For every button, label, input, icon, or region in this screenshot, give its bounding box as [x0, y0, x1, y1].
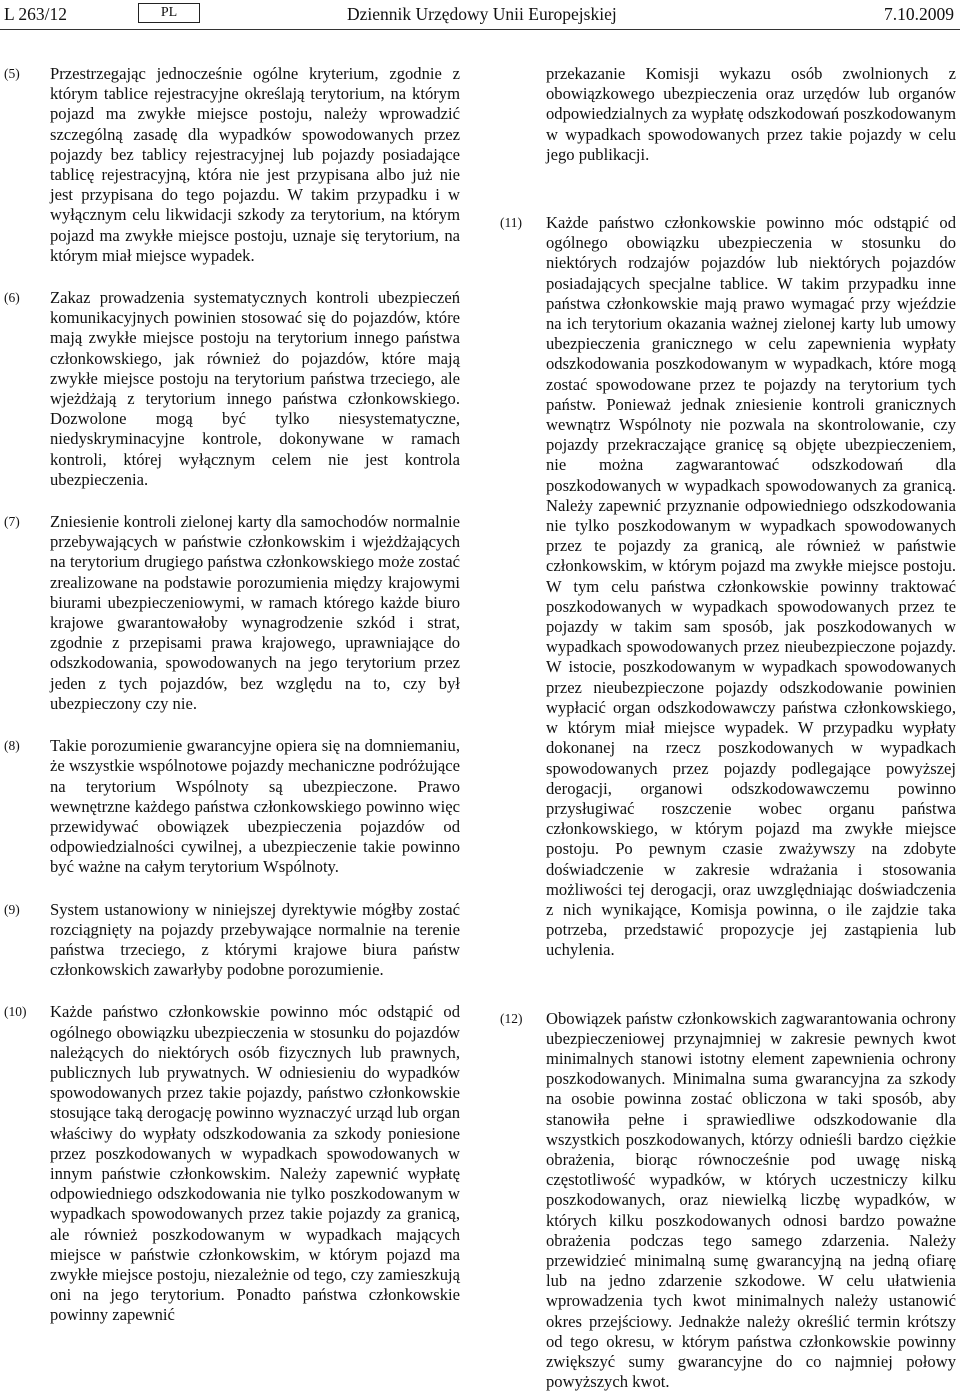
page-header — [0, 0, 960, 30]
recital-5 — [4, 64, 460, 266]
recital-6 — [4, 288, 460, 490]
recital-number: (8) — [4, 738, 20, 754]
language-badge: PL — [138, 3, 200, 23]
recital-7 — [4, 512, 460, 714]
recital-10-continued — [500, 64, 956, 165]
recital-number: (7) — [4, 514, 20, 530]
recital-number: (12) — [500, 1010, 523, 1026]
left-column — [4, 64, 460, 1326]
journal-title: Dziennik Urzędowy Unii Europejskiej — [347, 4, 617, 24]
recital-text: Zakaz prowadzenia systematycznych kontroli ubezpieczeń komunikacyjnych powinien stosować się do pojazdów, które mają zwykłe miejsce postoju na terytorium innego państwa członkowskiego, jak również do pojazdów, które mają zwykłe miejsce postoju na terytorium państwa trzeciego, ale wjeżdżają z terytorium innego państwa członkowskiego. Dozwolone mogą być tylko niesystematyczne, niedyskryminacyjne kontrole, dokonywane w ramach kontroli, której wyłącznym celem nie jest kontrola ubezpieczenia. — [50, 288, 460, 489]
recital-text: Zniesienie kontroli zielonej karty dla samochodów normalnie przebywających w państwie członkowskim i wjeżdżających na terytorium drugiego państwa członkowskiego może zostać zrealizowane na podstawie porozumienia między krajowymi biurami ubezpieczeniowymi, w ramach którego każde biuro krajowe gwarantowałoby wynagrodzenie szkód i strat, zgodnie z przepisami prawa krajowego, uprawniające do odszkodowania, spowodowanych na jego terytorium przez jeden z tych pojazdów, bez względu na to, czy był ubezpieczony czy nie. — [50, 512, 460, 713]
recital-text: Obowiązek państw członkowskich zagwarantowania ochrony ubezpieczeniowej przynajmniej w zakresie pewnych kwot minimalnych stanowi istotny element zapewnienia ochrony poszkodowanych. Minimalna suma gwarancyjna za szkody na osobie powinna zostać obliczona w taki sposób, aby stanowiła pełne i sprawiedliwe odszkodowanie dla wszystkich poszkodowanych, którzy odnieśli bardzo ciężkie obrażenia, biorąc równocześnie pod uwagę niską częstotliwość wypadków, w których uczestniczy kilku poszkodowanych, oraz niewielką liczbę wypadków, w których kilku poszkodowanych odnosi bardzo poważne obrażenia podczas tego samego zdarzenia. Należy przewidzieć minimalną sumę gwarancyjną na jedną ofiarę lub na jedno zdarzenie szkodowe. W celu ułatwienia wprowadzenia tych kwot minimalnych należy ustanowić okres przejściowy. Jednakże należy określić termin krótszy od tego okresu, w którym państwa członkowskie powinny zwiększyć sumy gwarancyjne do co najmniej połowy powyższych kwot. — [546, 1008, 956, 1392]
recital-text: Takie porozumienie gwarancyjne opiera się na domniemaniu, że wszystkie wspólnotowe pojazdy mechaniczne podróżujące na terytorium Wspólnoty są ubezpieczone. Prawo wewnętrzne każdego państwa członkowskiego powinno więc przewidywać obowiązek ubezpieczenia pojazdów od odpowiedzialności cywilnej, a ubezpieczenie takie powinno być ważne na całym terytorium Wspólnoty. — [50, 736, 460, 877]
recital-11 — [500, 213, 956, 961]
recital-12 — [500, 1009, 956, 1393]
recital-text: przekazanie Komisji wykazu osób zwolnionych z obowiązkowego ubezpieczenia oraz urzędów lub organów odpowiedzialnych za wypłatę odszkodowań poszkodowanym w wypadkach spowodowanych przez takie pojazdy w celu jego publikacji. — [546, 64, 956, 164]
recital-text: Każde państwo członkowskie powinno móc odstąpić od ogólnego obowiązku ubezpieczenia w stosunku do pojazdów należących do niektórych osób fizycznych lub prawnych, publicznych lub prywatnych. W odniesieniu do wypadków spowodowanych przez takie pojazdy, państwo członkowskie stosujące taką derogację powinno wyznaczyć urząd lub organ właściwy do wypłaty odszkodowania za szkody poniesione przez poszkodowanych w wypadkach spowodowanych w innym państwie członkowskim. Należy zapewnić wypłatę odpowiedniego odszkodowania nie tylko poszkodowanym w wypadkach spowodowanych przez takie pojazdy za granicą, ale również poszkodowanym w wypadkach mających miejsce w państwie członkowskim, w którym pojazd ma zwykłe miejsce postoju, niezależnie od tego, czy zamieszkują oni na jego terytorium. Ponadto państwa członkowskie powinny zapewnić — [50, 1002, 460, 1325]
recital-10 — [4, 1002, 460, 1325]
right-column — [500, 64, 956, 1392]
recital-9 — [4, 900, 460, 981]
recital-text: Każde państwo członkowskie powinno móc odstąpić od ogólnego obowiązku ubezpieczenia w stosunku do niektórych rodzajów pojazdów lub niektórych pojazdów posiadających specjalne tablice. W takim przypadku inne państwa członkowskie mają prawo wymagać przy wjeździe na ich terytorium okazania ważnej zielonej karty lub umowy ubezpieczenia granicznego w celu zapewnienia wypłaty odszkodowania poszkodowanym w wypadkach, które mogą zostać spowodowane przez te pojazdy na terytorium tych państw. Ponieważ jednak zniesienie kontroli granicznych wewnątrz Wspólnoty nie pozwala na skontrolowanie, czy pojazdy przekraczające granicę są objęte ubezpieczeniem, nie można zagwarantować odszkodowań dla poszkodowanych w wypadkach spowodowanych za granicą. Należy zapewnić przyznanie odpowiedniego odszkodowania nie tylko poszkodowanym w wypadkach spowodowanych przez te pojazdy za granicą, ale również w państwie członkowskim, w którym pojazd ma zwykłe miejsce postoju. W tym celu państwa członkowskie powinny traktować poszkodowanych w wypadkach spowodowanych przez te pojazdy w takim sam sposób, jak poszkodowanych w wypadkach spowodowanych przez nieubezpieczone pojazdy. W istocie, poszkodowanym w wypadkach spowodowanych przez nieubezpieczone pojazdy odszkodowanie powinien wypłacić organ odszkodowawczy państwa członkowskiego, w którym miał miejsce wypadek. W przypadku wypłaty dokonanej na rzecz poszkodowanych w wypadkach spowodowanych przez pojazdy podlegające powyższej derogacji, organowi odszkodowawczemu powinno przysługiwać roszczenie wobec organu państwa członkowskiego, w którym pojazd ma zwykłe miejsce postoju. Po pewnym czasie zważywszy na zdobyte doświadczenie w zakresie wdrażania i stosowania możliwości tej derogacji, oraz uwzględniając doświadczenia z nich wynikające, Komisja powinna, o ile zajdzie taka potrzeba, przedstawić propozycje jej zastąpienia lub uchylenia. — [546, 213, 956, 960]
journal-reference: L 263/12 — [4, 4, 68, 24]
recital-number: (5) — [4, 66, 20, 81]
recital-number: (9) — [4, 901, 20, 917]
publication-date: 7.10.2009 — [884, 4, 954, 24]
recital-text: Przestrzegając jednocześnie ogólne kryterium, zgodnie z którym tablice rejestracyjne określają terytorium, na którym pojazd ma zwykłe miejsce postoju, należy wprowadzić szczególną zasadę dla wypadków spowodowanych przez pojazdy bez tablicy rejestracyjnej lub pojazdy posiadające tablicę rejestracyjną, która nie jest przypisana albo już nie jest przypisana do tego pojazdu. W takim przypadku i w wyłącznym celu likwidacji szkody za terytorium, na którym pojazd ma zwykłe miejsce postoju, uznaje się terytorium, na którym miał miejsce wypadek. — [50, 64, 460, 265]
recital-8 — [4, 736, 460, 877]
header-divider — [0, 29, 960, 30]
recital-number: (10) — [4, 1004, 27, 1020]
recital-number: (11) — [500, 215, 522, 231]
recital-number: (6) — [4, 290, 20, 306]
recital-text: System ustanowiony w niniejszej dyrektywie mógłby zostać rozciągnięty na pojazdy przebywające normalnie na terenie państwa trzeciego, z którymi krajowe biura państw członkowskich zawarłyby podobne porozumienie. — [50, 899, 460, 980]
